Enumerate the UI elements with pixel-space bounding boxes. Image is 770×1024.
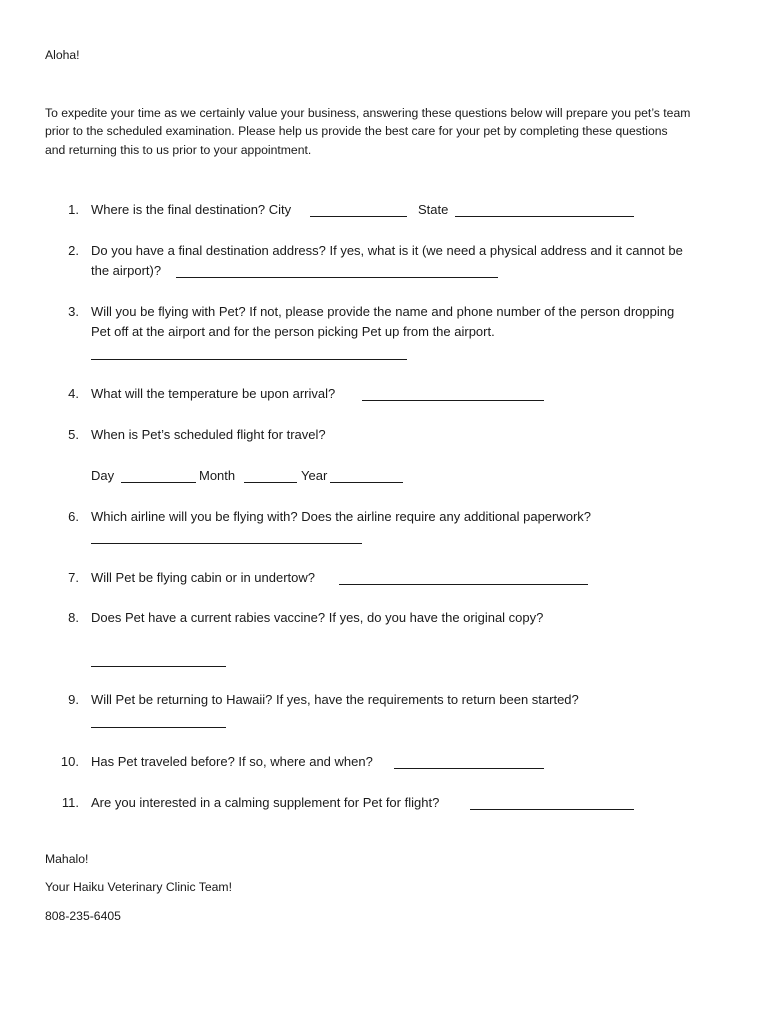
month-answer-line[interactable] xyxy=(244,482,297,483)
month-label: Month xyxy=(199,468,236,483)
question-text-line-1: Will you be flying with Pet? If not, please provide the name and phone number of the person dropping xyxy=(91,304,675,319)
day-answer-line[interactable] xyxy=(121,482,196,483)
rabies-answer-line[interactable] xyxy=(91,666,226,667)
day-label: Day xyxy=(91,468,115,483)
question-text: Has Pet traveled before? If so, where and when? xyxy=(91,754,373,769)
hawaii-answer-line[interactable] xyxy=(91,727,226,728)
question-text-line-2: the airport)? xyxy=(91,263,162,278)
city-answer-line[interactable] xyxy=(310,216,407,217)
airline-answer-line[interactable] xyxy=(91,543,362,544)
address-answer-line[interactable] xyxy=(176,277,498,278)
question-text: Which airline will you be flying with? Does the airline require any additional paperwork? xyxy=(91,509,592,524)
question-number: 1. xyxy=(68,202,79,217)
contact-answer-line[interactable] xyxy=(91,359,407,360)
supplement-answer-line[interactable] xyxy=(470,809,634,810)
state-label: State xyxy=(418,202,449,217)
question-number: 11. xyxy=(61,795,79,810)
question-text: What will the temperature be upon arrival? xyxy=(91,386,336,401)
question-number: 10. xyxy=(60,754,79,769)
question-number: 4. xyxy=(68,386,79,401)
question-text: Will Pet be returning to Hawaii? If yes, have the requirements to return been started? xyxy=(91,692,579,707)
question-text-line-1: Do you have a final destination address? If yes, what is it (we need a physical address and it cannot be xyxy=(91,243,683,258)
question-number: 7. xyxy=(68,570,79,585)
question-number: 3. xyxy=(68,304,79,319)
closing-thanks: Mahalo! xyxy=(45,852,89,866)
question-text: Will Pet be flying cabin or in undertow? xyxy=(91,570,316,585)
intro-line-3: and returning this to us prior to your appointment. xyxy=(45,143,312,157)
temperature-answer-line[interactable] xyxy=(362,400,544,401)
question-number: 6. xyxy=(68,509,79,524)
question-text: When is Pet’s scheduled flight for travel? xyxy=(91,427,326,442)
state-answer-line[interactable] xyxy=(455,216,634,217)
clinic-phone: 808-235-6405 xyxy=(45,909,121,923)
question-number: 5. xyxy=(68,427,79,442)
question-text: Where is the final destination? City xyxy=(91,202,292,217)
greeting: Aloha! xyxy=(45,48,80,62)
year-label: Year xyxy=(301,468,328,483)
question-number: 2. xyxy=(68,243,79,258)
question-text: Does Pet have a current rabies vaccine? If yes, do you have the original copy? xyxy=(91,610,544,625)
travel-history-answer-line[interactable] xyxy=(394,768,544,769)
question-text: Are you interested in a calming supplement for Pet for flight? xyxy=(91,795,440,810)
intro-line-2: prior to the scheduled examination. Please help us provide the best care for your pet by completing these questions xyxy=(45,124,668,138)
question-number: 9. xyxy=(68,692,79,707)
clinic-signature: Your Haiku Veterinary Clinic Team! xyxy=(45,880,232,894)
intro-line-1: To expedite your time as we certainly value your business, answering these questions below will prepare you pet’s team xyxy=(45,106,691,120)
question-text-line-2: Pet off at the airport and for the person picking Pet up from the airport. xyxy=(91,324,495,339)
cabin-answer-line[interactable] xyxy=(339,584,588,585)
year-answer-line[interactable] xyxy=(330,482,403,483)
question-number: 8. xyxy=(68,610,79,625)
